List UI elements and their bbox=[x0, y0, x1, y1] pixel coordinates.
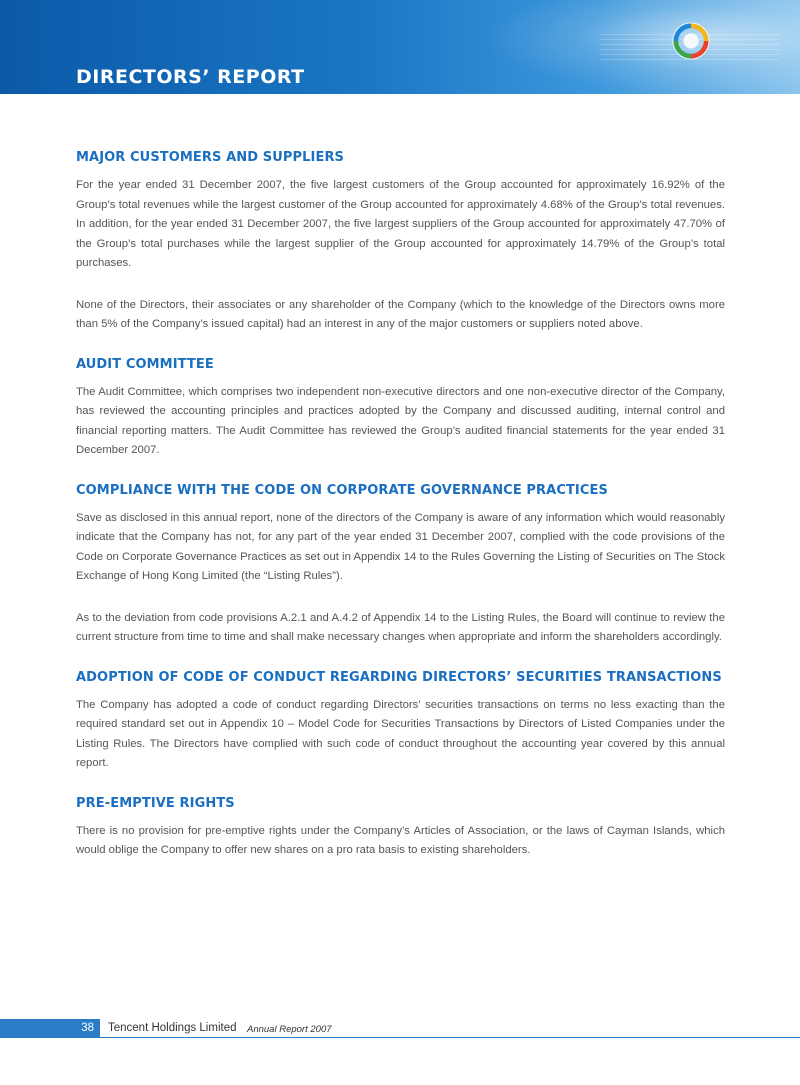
section-corporate-governance bbox=[76, 483, 725, 648]
section-code-of-conduct bbox=[76, 670, 725, 774]
section-heading: AUDIT COMMITTEE bbox=[76, 356, 214, 372]
footer-company: Tencent Holdings Limited bbox=[108, 1022, 237, 1034]
section-pre-emptive-rights bbox=[76, 796, 725, 861]
paragraph: The Company has adopted a code of conduct regarding Directors’ securities transactions on terms no less exacting than the required standard set out in Appendix 10 – Model Code for Securities Transactions by Directors of Listed Companies under the Listing Rules. The Directors have complied with such code of conduct throughout the accounting year covered by this annual report. bbox=[76, 698, 725, 769]
section-heading: COMPLIANCE WITH THE CODE ON CORPORATE GOVERNANCE PRACTICES bbox=[76, 482, 608, 498]
footer-report-title: Annual Report 2007 bbox=[247, 1024, 332, 1035]
tencent-logo-icon bbox=[672, 22, 710, 60]
section-heading: PRE-EMPTIVE RIGHTS bbox=[76, 795, 235, 811]
paragraph: There is no provision for pre-emptive rights under the Company’s Articles of Association, or the laws of Cayman Islands, which would oblige the Company to offer new shares on a pro rata basis to existing shareholders. bbox=[76, 824, 725, 856]
paragraph: As to the deviation from code provisions A.2.1 and A.4.2 of Appendix 14 to the Listing Rules, the Board will continue to review the current structure from time to time and shall make necessary changes when appropriate and inform the shareholders accordingly. bbox=[76, 611, 725, 643]
section-heading: MAJOR CUSTOMERS AND SUPPLIERS bbox=[76, 150, 345, 165]
header-banner bbox=[0, 0, 800, 94]
page-number: 38 bbox=[0, 1019, 100, 1038]
section-heading: ADOPTION OF CODE OF CONDUCT REGARDING DIRECTORS’ SECURITIES TRANSACTIONS bbox=[76, 669, 722, 685]
section-audit-committee bbox=[76, 357, 725, 461]
footer-rule bbox=[0, 1037, 800, 1038]
paragraph: Save as disclosed in this annual report, none of the directors of the Company is aware of any information which would reasonably indicate that the Company has not, for any part of the year ended 31 December 2007, complied with the code provisions of the Code on Corporate Governance Practices as set out in Appendix 14 to the Rules Governing the Listing of Securities on The Stock Exchange of Hong Kong Limited (the “Listing Rules”). bbox=[76, 511, 725, 582]
report-body bbox=[76, 150, 725, 883]
paragraph: For the year ended 31 December 2007, the five largest customers of the Group accounted for approximately 16.92% of the Group’s total revenues while the largest customer of the Group accounted for approximately 4.68% of the Group’s total revenues. In addition, for the year ended 31 December 2007, the five largest suppliers of the Group accounted for approximately 47.70% of the Group’s total purchases while the largest supplier of the Group accounted for approximately 14.79% of the Group’s total purchases. bbox=[76, 179, 725, 269]
paragraph: The Audit Committee, which comprises two independent non-executive directors and one non-executive director of the Company, has reviewed the accounting principles and practices adopted by the Company and discussed auditing, internal control and financial reporting matters. The Audit Committee has reviewed the Group’s audited financial statements for the year ended 31 December 2007. bbox=[76, 385, 725, 456]
section-major-customers bbox=[76, 150, 725, 335]
page-title: DIRECTORS’ REPORT bbox=[76, 66, 305, 88]
paragraph: None of the Directors, their associates or any shareholder of the Company (which to the knowledge of the Directors owns more than 5% of the Company’s issued capital) had an interest in any of the major customers or suppliers noted above. bbox=[76, 298, 725, 330]
